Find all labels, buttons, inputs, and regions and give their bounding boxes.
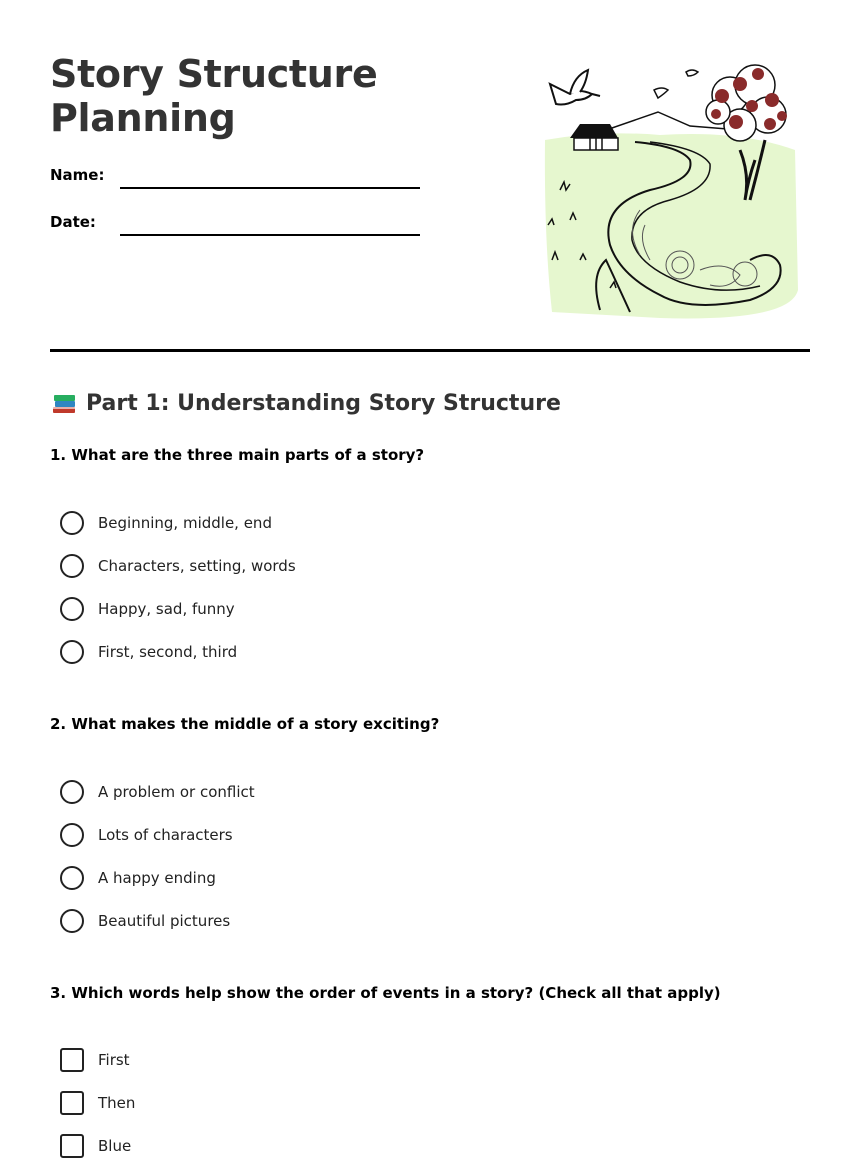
radio-button[interactable] [60,597,84,621]
option-label: A problem or conflict [98,783,255,801]
q2-option-1[interactable] [60,779,255,805]
option-label: Beautiful pictures [98,912,231,930]
option-label: Blue [98,1137,132,1155]
radio-button[interactable] [60,780,84,804]
q3-option-1[interactable] [60,1047,130,1073]
barn-icon [570,124,618,150]
question-1: 1. What are the three main parts of a story? [50,446,425,464]
radio-button[interactable] [60,823,84,847]
title-line-2: Planning [50,96,236,140]
q2-option-3[interactable] [60,865,216,891]
q1-option-4[interactable] [60,639,237,665]
section-title: Part 1: Understanding Story Structure [86,390,561,416]
option-label: A happy ending [98,869,216,887]
option-label: Characters, setting, words [98,557,296,575]
title-line-1: Story Structure [50,52,378,96]
checkbox[interactable] [60,1048,84,1072]
q3-option-3[interactable] [60,1133,131,1159]
option-label: Lots of characters [98,826,233,844]
name-field[interactable] [120,187,420,189]
q1-option-3[interactable] [60,596,235,622]
page-title [50,52,377,140]
landscape-river-tree-illustration [540,60,800,322]
section-heading [50,389,561,417]
option-label: Happy, sad, funny [98,600,235,618]
bird-icon [550,70,600,105]
name-label: Name: [50,166,105,184]
date-field[interactable] [120,234,420,236]
books-icon [50,389,78,417]
checkbox[interactable] [60,1091,84,1115]
section-divider [50,349,810,352]
checkbox[interactable] [60,1134,84,1158]
q2-option-4[interactable] [60,908,230,934]
question-3: 3. Which words help show the order of events in a story? (Check all that apply) [50,984,721,1002]
q3-option-2[interactable] [60,1090,135,1116]
option-label: First [98,1051,130,1069]
radio-button[interactable] [60,640,84,664]
question-2: 2. What makes the middle of a story exciting? [50,715,440,733]
option-label: First, second, third [98,643,238,661]
radio-button[interactable] [60,511,84,535]
option-label: Then [98,1094,136,1112]
radio-button[interactable] [60,554,84,578]
q1-option-2[interactable] [60,553,296,579]
q1-option-1[interactable] [60,510,272,536]
radio-button[interactable] [60,866,84,890]
q2-option-2[interactable] [60,822,233,848]
option-label: Beginning, middle, end [98,514,272,532]
radio-button[interactable] [60,909,84,933]
date-label: Date: [50,213,96,231]
